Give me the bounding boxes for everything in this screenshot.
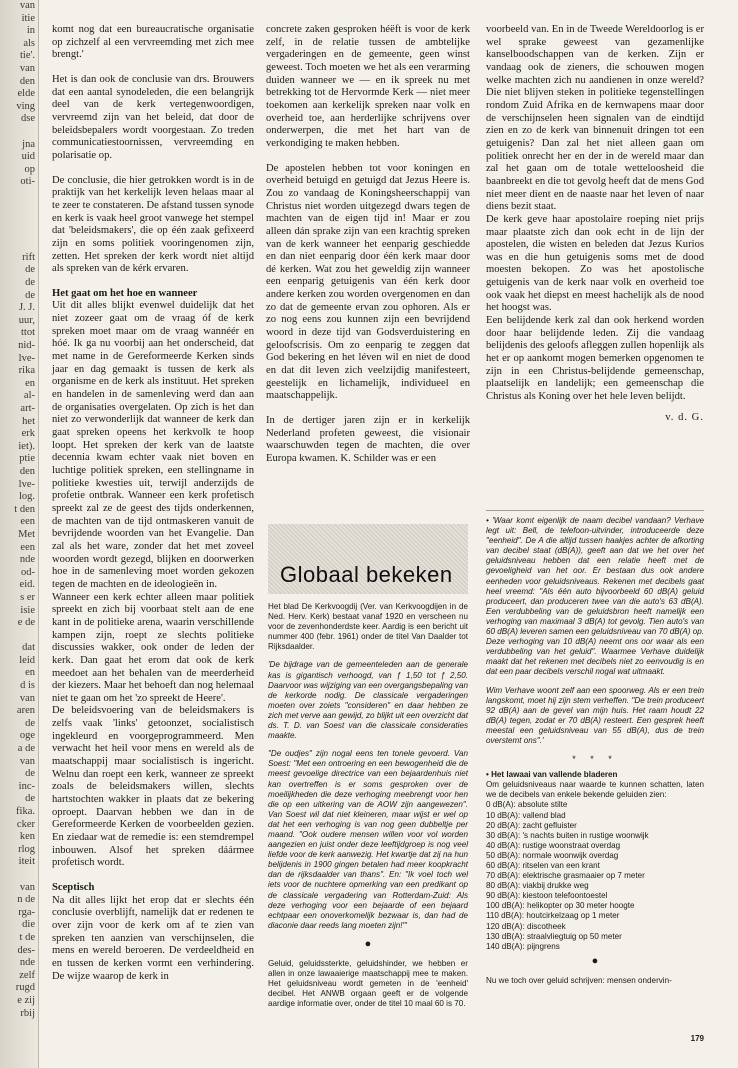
edge-text-fragment: al- <box>23 390 35 402</box>
quote-paragraph: • 'Waar komt eigenlijk de naam decibel vandaan? Verhave legt uit: Bell, de telefoon-uitvinder, introduceerde deze "eenheid". De A die altijd tussen haakjes achter de afkorting van decibel staat (dB(A)), geeft aan dat we het over het geluidsniveau hebben dat een relatie heeft met de gevoeligheid van het oor. Er bestaan dus ook andere eenheden voor geluidsniveaus. Rekenen met decibels gaat heel vreemd: "Als één auto bijvoorbeeld 60 dB(A) geluid produceert, dan produceren twee van die auto's 63 dB(A). Een verdubbeling van de geluidsbron heeft namelijk een verhoging van maximaal 3 dB(A) tot gevolg. Tien auto's van 60 dB(A) leveren samen een geluidsniveau van 70 dB(A) op. Deze verhoging van 10 dB(A) neemt ons oor waar als een verdubbeling van het geluid". Waarmee Verhave duidelijk maakt dat het rekenen met decibels niet zo eenvoudig is en dat een paar decibels verschil nogal wat uitmaakt. <box>486 516 704 677</box>
paragraph: Wanneer een kerk echter alleen maar politiek spreekt en zich bij voorbaat stelt aan de ene kant in de politieke arena, waarin verschillende kampen zijn, roept ze slechts politieke discussies wakker, ook onder de leden der kerk. Dan gaat het erom dat ook de kerk meedoet aan het behalen van de meerderheid der kiezers. Maar het behoeft dan nog helemaal niet te gaan om het 'zo spreekt de Heere'. <box>52 591 254 704</box>
edge-text-fragment: op <box>24 163 35 175</box>
edge-text-fragment: oti- <box>20 176 35 188</box>
column-header-box <box>268 524 468 594</box>
edge-text-fragment <box>0 126 38 139</box>
edge-text-fragment: ptie <box>19 453 35 465</box>
edge-text-fragment: t de <box>19 931 35 943</box>
edge-text-fragment: van <box>19 755 35 767</box>
edge-text-fragment: e zij <box>17 994 35 1006</box>
edge-text-fragment: log. <box>18 491 35 503</box>
list-item: 80 dB(A): viakbij drukke weg <box>486 881 589 891</box>
edge-text-fragment: iteit <box>18 856 35 868</box>
edge-text-fragment: de <box>25 793 35 805</box>
edge-text-fragment: des- <box>17 944 35 956</box>
list-heading: • Het lawaai van vallende bladeren <box>486 770 618 780</box>
list-item: 130 dB(A): straalvliegtuig op 50 meter <box>486 931 622 941</box>
edge-text-fragment: rugd <box>15 982 35 994</box>
edge-text-fragment: en <box>25 377 35 389</box>
list-item: 60 dB(A): ritselen van een krant <box>486 861 600 870</box>
paragraph: In de dertiger jaren zijn er in kerkelijk Nederland profeten geweest, die visionair waarschuwden tegen de machten, die over Europa kwamen. K. Schilder was er een <box>266 415 470 464</box>
bullet-separator: ● <box>591 954 599 967</box>
edge-text-fragment: a de <box>17 743 35 755</box>
edge-text-fragment: d is <box>20 680 35 692</box>
section-heading: Het gaat om het hoe en wanneer <box>52 287 198 299</box>
list-item: 50 dB(A): normale woonwijk overdag <box>486 850 619 860</box>
list-item: 100 dB(A): helikopter op 30 meter hoogte <box>486 901 635 911</box>
edge-text-fragment: cker <box>16 818 35 830</box>
edge-text-fragment <box>0 630 38 643</box>
divider <box>486 510 704 511</box>
list-item: 110 dB(A): houtcirkelzaag op 1 meter <box>486 911 620 921</box>
paragraph: Nu we toch over geluid schrijven: mensen ondervin- <box>486 975 672 985</box>
edge-text-fragment: itie <box>21 12 35 24</box>
paragraph: Het is dan ook de conclusie van drs. Brouwers dat een aantal synodeleden, die een belangrijk deel van de kerk vertegenwoordigen, vervreemd zijn van het beleid, dat door de beleidsbepalers wordt voorgestaan. Zo treden communicatiestoornissen, vervreemding en polarisatie op. <box>52 73 254 161</box>
author-signature: v. d. G. <box>665 411 704 423</box>
list-item: 30 dB(A): 's nachts buiten in rustige woonwijk <box>486 830 649 840</box>
edge-text-fragment: rga- <box>18 906 35 918</box>
edge-text-fragment: de <box>25 264 35 276</box>
previous-page-edge <box>0 0 39 1068</box>
edge-text-fragment: rika <box>18 365 35 377</box>
edge-text-fragment: elde <box>17 88 35 100</box>
decibel-list <box>486 800 704 951</box>
edge-text-fragment: ttot <box>20 327 35 339</box>
edge-text-fragment: de <box>25 717 35 729</box>
paragraph: Uit dit alles blijkt evenwel duidelijk dat het niet zozeer gaat om de vraag óf de kerk spreken moet maar om de vraag wannéér en hóé. Ik ga nu voorbij aan het onderscheid, dat met name in de Gereformeerde Kerken sinds jaar en dag gemaakt is tussen de kerk als organisme en de kerk als instituut. Het spreken en handelen in de samenleving werd dan aan de organisaties overgelaten. Op zich is het dan niet zo verwonderlijk dat wanneer de kerk dan gaat spreken opeens het kerkvolk te hoop loopt. Het spreken der kerk van de laatste decennia kwam echter vaak niet boven en luchtige politiek spreken, een stellingname in politieke kwesties uit, terwijl anderzijds de profetie ontbrak. Wanneer een kerk profetisch spreekt zal ze de geest des tijds onderkennen, de machten van de tijd ontmaskeren vanuit de bevrijdende woorden van het Evangelie. Dan zal als het ware, zonder dat het met zoveel woorden wordt gezegd, blijken en doorwerken hoe in de samenleving moet worden gekozen tegen de machten en de ideologieën in. <box>52 300 254 590</box>
list-item: 40 dB(A): rustige woonstraat overdag <box>486 840 621 850</box>
edge-text-fragment: t den <box>14 503 35 515</box>
edge-text-fragment: rlog <box>18 843 35 855</box>
section-separator: * * * <box>572 754 618 765</box>
edge-text-fragment: nde <box>19 554 35 566</box>
edge-text-fragment: tie'. <box>19 50 35 62</box>
list-item: 140 dB(A): pijngrens <box>486 941 560 951</box>
edge-text-fragment: lve- <box>18 478 35 490</box>
list-item: 0 dB(A): absolute stilte <box>486 800 568 810</box>
edge-text-fragment: n de <box>17 894 35 906</box>
edge-text-fragment: van <box>19 881 35 893</box>
edge-text-fragment: van <box>19 692 35 704</box>
quote-paragraph: Wim Verhave woont zelf aan een spoorweg. Als er een trein langskomt, moet hij zijn stem verheffen. "De trein produceert 92 dB(A) aan de gevel van mijn huis. Het raam houdt 22 dB(A) tegen, zodat er 70 dB(A) resteert. Een gesprek heeft meestal een geluidsniveau van 55 dB(A), dus de trein overstemt ons".' <box>486 685 704 745</box>
list-item: 10 dB(A): vallend blad <box>486 810 566 820</box>
edge-text-fragment: de <box>25 289 35 301</box>
edge-text-fragment: od- <box>21 566 35 578</box>
edge-text-fragment: e de <box>17 617 35 629</box>
edge-text-fragment: erk <box>21 428 35 440</box>
edge-text-fragment: lve- <box>18 352 35 364</box>
edge-text-fragment <box>0 869 38 882</box>
edge-text-fragment: uur, <box>18 314 35 326</box>
edge-text-fragment <box>0 227 38 240</box>
bullet-separator: ● <box>364 937 372 950</box>
edge-text-fragment <box>0 239 38 252</box>
edge-text-fragment: iet). <box>18 440 35 452</box>
globaal-bekeken-text-2 <box>486 516 704 994</box>
edge-text-fragment: zelf <box>19 969 35 981</box>
edge-text-fragment: de <box>25 277 35 289</box>
quote-paragraph: "De oudjes" zijn nogal eens ten tonele gevoerd. Van Soest: "Met een ontroering en een bewogenheid die de meest gevoelige directrice van een bejaardenhuis niet kan overtreffen is er soms gesproken over de moeilijkheden die deze verhoging meebrengt voor hen die op een uitkering van de AOW zijn aangewezen". Van Soest wil dat niet kleineren, maar wijst er wel op dat het een verhoging is van nog geen dubbeltje per maand. "Ook oudere mensen willen voor vol worden aangezien en juist onder deze leeftijdgroep is nog veel liefde voor de kerk aanwezig. Het kwartje dat zij na hun belijdenis in 1900 gingen betalen had meer koopkracht dan de rijksdaalder van thans". En: "Ik voel toch wel iets voor de nuchtere opmerking van een predikant op de classicale vergadering van Rotterdam-Zuid: Als deze verhoging voor een bejaarde of een bejaard echtpaar een onoverkomelijk bezwaar is, dan had de diaconie daar reeds lang moeten zijn!"' <box>268 749 468 930</box>
edge-text-fragment: en <box>25 667 35 679</box>
edge-text-fragment: den <box>19 465 35 477</box>
paragraph: concrete zaken gesproken héëft is voor de kerk zelf, in de relatie tussen de ambtelijke vergaderingen en de gemeente, geen winst geweest. Toch moeten we het als een verarming duiden wanneer we — en ik spreek nu met betrekking tot de Hervormde Kerk — niet meer toekomen aan kerkelijk spreken naar volk en overheid toe, aan herderlijke schrijvens over onderwerpen, die met het hart van de verkondiging te maken hebben. <box>266 24 470 149</box>
list-item: 70 dB(A): elektrische grasmaaier op 7 meter <box>486 871 645 881</box>
edge-text-fragment: eid. <box>19 579 35 591</box>
edge-text-fragment: rift <box>22 251 35 263</box>
edge-text-fragment: rbij <box>20 1007 35 1019</box>
section-heading: Sceptisch <box>52 882 95 893</box>
edge-text-fragment: in <box>26 25 35 37</box>
edge-text-fragment: dse <box>21 113 35 125</box>
edge-text-fragment: een <box>20 516 35 528</box>
article-column-3 <box>486 24 704 424</box>
edge-text-fragment: fika. <box>16 806 35 817</box>
list-item: 90 dB(A): kiestoon telefoontoestel <box>486 891 608 901</box>
quote-paragraph: 'De bijdrage van de gemeenteleden aan de generale kas is gigantisch verhoogd, van ƒ 1,50 tot ƒ 2,50. Daarvoor was wijziging van een overgangsbepaling van de kerkorde nodig. De classicale vergaderingen moeten over zoiets "consideren" en daar hebben ze zich met verve aan gewijd, zo blijkt uit een overzicht dat ds. T. D. van Soest van die classicale consideraties maakte. <box>268 660 468 741</box>
paragraph: De kerk geve haar apostolaire roeping niet prijs maar plaatste zich dan ook echt in de lijn der apostelen, die wisten en beleden dat Jezus Kurios was en die hun getuigenis soms met de dood moesten bekopen. Zo was het apostolische getuigenis van de kerk naar volk en overheid toe ook vaak het diepst en meest hachelijk als de nood het hoogst was. <box>486 213 704 314</box>
edge-text-fragment: ken <box>19 831 35 843</box>
edge-text-fragment: de <box>25 768 35 780</box>
edge-text-fragment: die <box>22 919 35 931</box>
edge-text-fragment: den <box>19 75 35 87</box>
page-number: 179 <box>690 1034 704 1043</box>
paragraph: voorbeeld van. En in de Tweede Wereldoorlog is er wel sprake geweest van gezamenlijke kanselboodschappen van de kerken. Zijn er vandaag ook de zieners, die schouwen mogen welke machten zich nu aandienen in onze wereld? Die niet blijven steken in politieke tegenstellingen rondom Zuid Afrika en de kernwapens maar door de verschijnselen heen signalen van de eindtijd zien en zo de kerk van binnenuit dringen tot een getuigenis? Dan zal het niet alleen gaan om politiek onrecht her en der in de wereld maar dan zal het gaan om de totale wetteloosheid die baanbreekt en die tot gevolg heeft dat de mens God niet meer dient en de naaste naar het leven of naar diens bezit staat. <box>486 24 704 213</box>
paragraph: Geluid, geluidssterkte, geluidshinder, we hebben er allen in onze lawaaierige maatschappij mee te maken. Het geluidsniveau wordt gemeten in de 'eenheid' decibel. Het ANWB orgaan geeft er de volgende aardige informatie over, onder de titel 10 maal 60 is 70. <box>268 959 468 1009</box>
edge-text-fragment: ving <box>16 100 35 112</box>
globaal-bekeken-text-1 <box>268 602 468 1017</box>
list-item: 120 dB(A): discotheek <box>486 921 566 931</box>
edge-text-fragment: van <box>19 0 35 11</box>
edge-text-fragment: J. J. <box>18 302 35 314</box>
edge-text-fragment: van <box>19 62 35 74</box>
edge-text-fragment: als <box>23 37 35 49</box>
paragraph: De conclusie, die hier getrokken wordt is in de praktijk van het kerkelijk leven helaas maar al te zeer te constateren. De afstand tussen synode en kerk is vaak heel groot vanwege het stempel dat 'beleidsmakers', die op één zaak gefixeerd zijn en soms politiek vooringenomen zijn, zetten. Het spreken der kerk wordt niet altijd als spreken van de kérk ervaren. <box>52 174 254 275</box>
edge-text-fragment: het <box>22 415 35 427</box>
edge-text-fragment <box>0 214 38 227</box>
paragraph: De apostelen hebben tot voor koningen en overheid betuigd en getuigd dat Jezus Heere is. Zou zo vandaag de Koningsheerschappij van Christus niet worden uitgezegd dwars tegen de machten van de eigen tijd in! Maar er zou alleen dán sprake zijn van een krachtig spreken van de kerk wanneer het eenparig geschiedde en dan niet eenparig door één kerk maar door dé kerken. Wat zou het geweldig zijn wanneer een eenparig getuigenis van één kerk door andere kerken zou worden overgenomen en dan zo dat de gemeente ervan zou ophoren. Als er zo nog eens zou kunnen zijn een bevrijdend woord in deze tijd van Godsverduistering en geloofscrisis. Om zo eenparig te zeggen dat God bekering en het léven wil en niet de dood en dat dit leven zich veelzijdig manifesteert, geestelijk en lichamelijk, individueel en maatschappelijk. <box>266 162 470 402</box>
edge-text-fragment: een <box>20 541 35 553</box>
edge-text-fragment: art- <box>20 403 35 414</box>
paragraph: komt nog dat een bureaucratische organisatie op zichzelf al een vervreemding met zich mee brengt.' <box>52 24 254 61</box>
paragraph: Een belijdende kerk zal dan ook herkend worden door haar belijdende leden. Zij die vandaag belijdenis des geloofs afleggen zullen hopenlijk als het er op aankomt mogen bemerken opgenomen te zijn in een Christus-belijdende gemeenschap, plaatselijk en landelijk; een gemeenschap die Christus als Koning over het hele leven belijdt. <box>486 315 704 403</box>
article-column-2 <box>266 24 470 478</box>
edge-text-fragment: oge <box>19 730 35 742</box>
paragraph: De beleidsvoering van de beleidsmakers is zelfs vaak 'links' getoonzet, socialistisch ingekleurd en voorgeprogrammeerd. Men verwacht het heil voor mens en wereld als de maatschappij maar socialistisch is ingericht. Welnu dan roept een kerk, wanneer ze spreekt zoals de beleidsmakers willen, slechts hartstochten wakker in plaats dat ze bekering oproept. Daarvan hebben we dan in de Gereformeerde Kerken de voorbeelden gezien. En ziedaar wat de remedie is: een stemdrempel inbouwen. Alsof het spreken dáármee profetisch wordt. <box>52 705 254 869</box>
column-title: Globaal bekeken <box>280 562 453 587</box>
edge-text-fragment: Met <box>18 528 35 540</box>
edge-text-fragment: uid <box>21 151 35 163</box>
edge-text-fragment: dat <box>22 642 35 654</box>
paragraph: Na dit alles lijkt het erop dat er slechts één conclusie overblijft, namelijk dat er redenen te over zijn voor de kerk om af te zien van spreken ten aanzien van verschijnselen, die mens en wereld beroeren. De verdeeldheid en en tussen de kerken vormt een verhindering. De wijze waarop de kerk in <box>52 894 254 982</box>
edge-text-fragment: aren <box>16 705 35 717</box>
edge-text-fragment: nde <box>19 957 35 969</box>
edge-text-fragment <box>0 202 38 215</box>
edge-text-fragment: jna <box>22 138 35 150</box>
list-intro: Om geluidsniveaus naar waarde te kunnen schatten, laten we de decibels van enkele bekende geluiden zien: <box>486 780 704 800</box>
edge-text-fragment <box>0 189 38 202</box>
paragraph: Het blad De Kerkvoogdij (Ver. van Kerkvoogdijen in de Ned. Herv. Kerk) bestaat vanaf 1920 en verscheen nu voor de zevenhonderdste keer. Aardig is een bericht uit nummer 400 (febr. 1961) onder de titel Van Daalder tot Rijksdaalder. <box>268 602 468 652</box>
edge-text-fragment: inc- <box>18 780 35 792</box>
edge-text-fragment: isie <box>20 604 35 616</box>
edge-text-fragment: nid- <box>18 340 35 352</box>
list-item: 20 dB(A): zacht gefluister <box>486 820 577 830</box>
edge-text-fragment: leid <box>19 654 35 666</box>
edge-text-fragment: s er <box>20 591 35 603</box>
article-column-1 <box>52 24 254 983</box>
